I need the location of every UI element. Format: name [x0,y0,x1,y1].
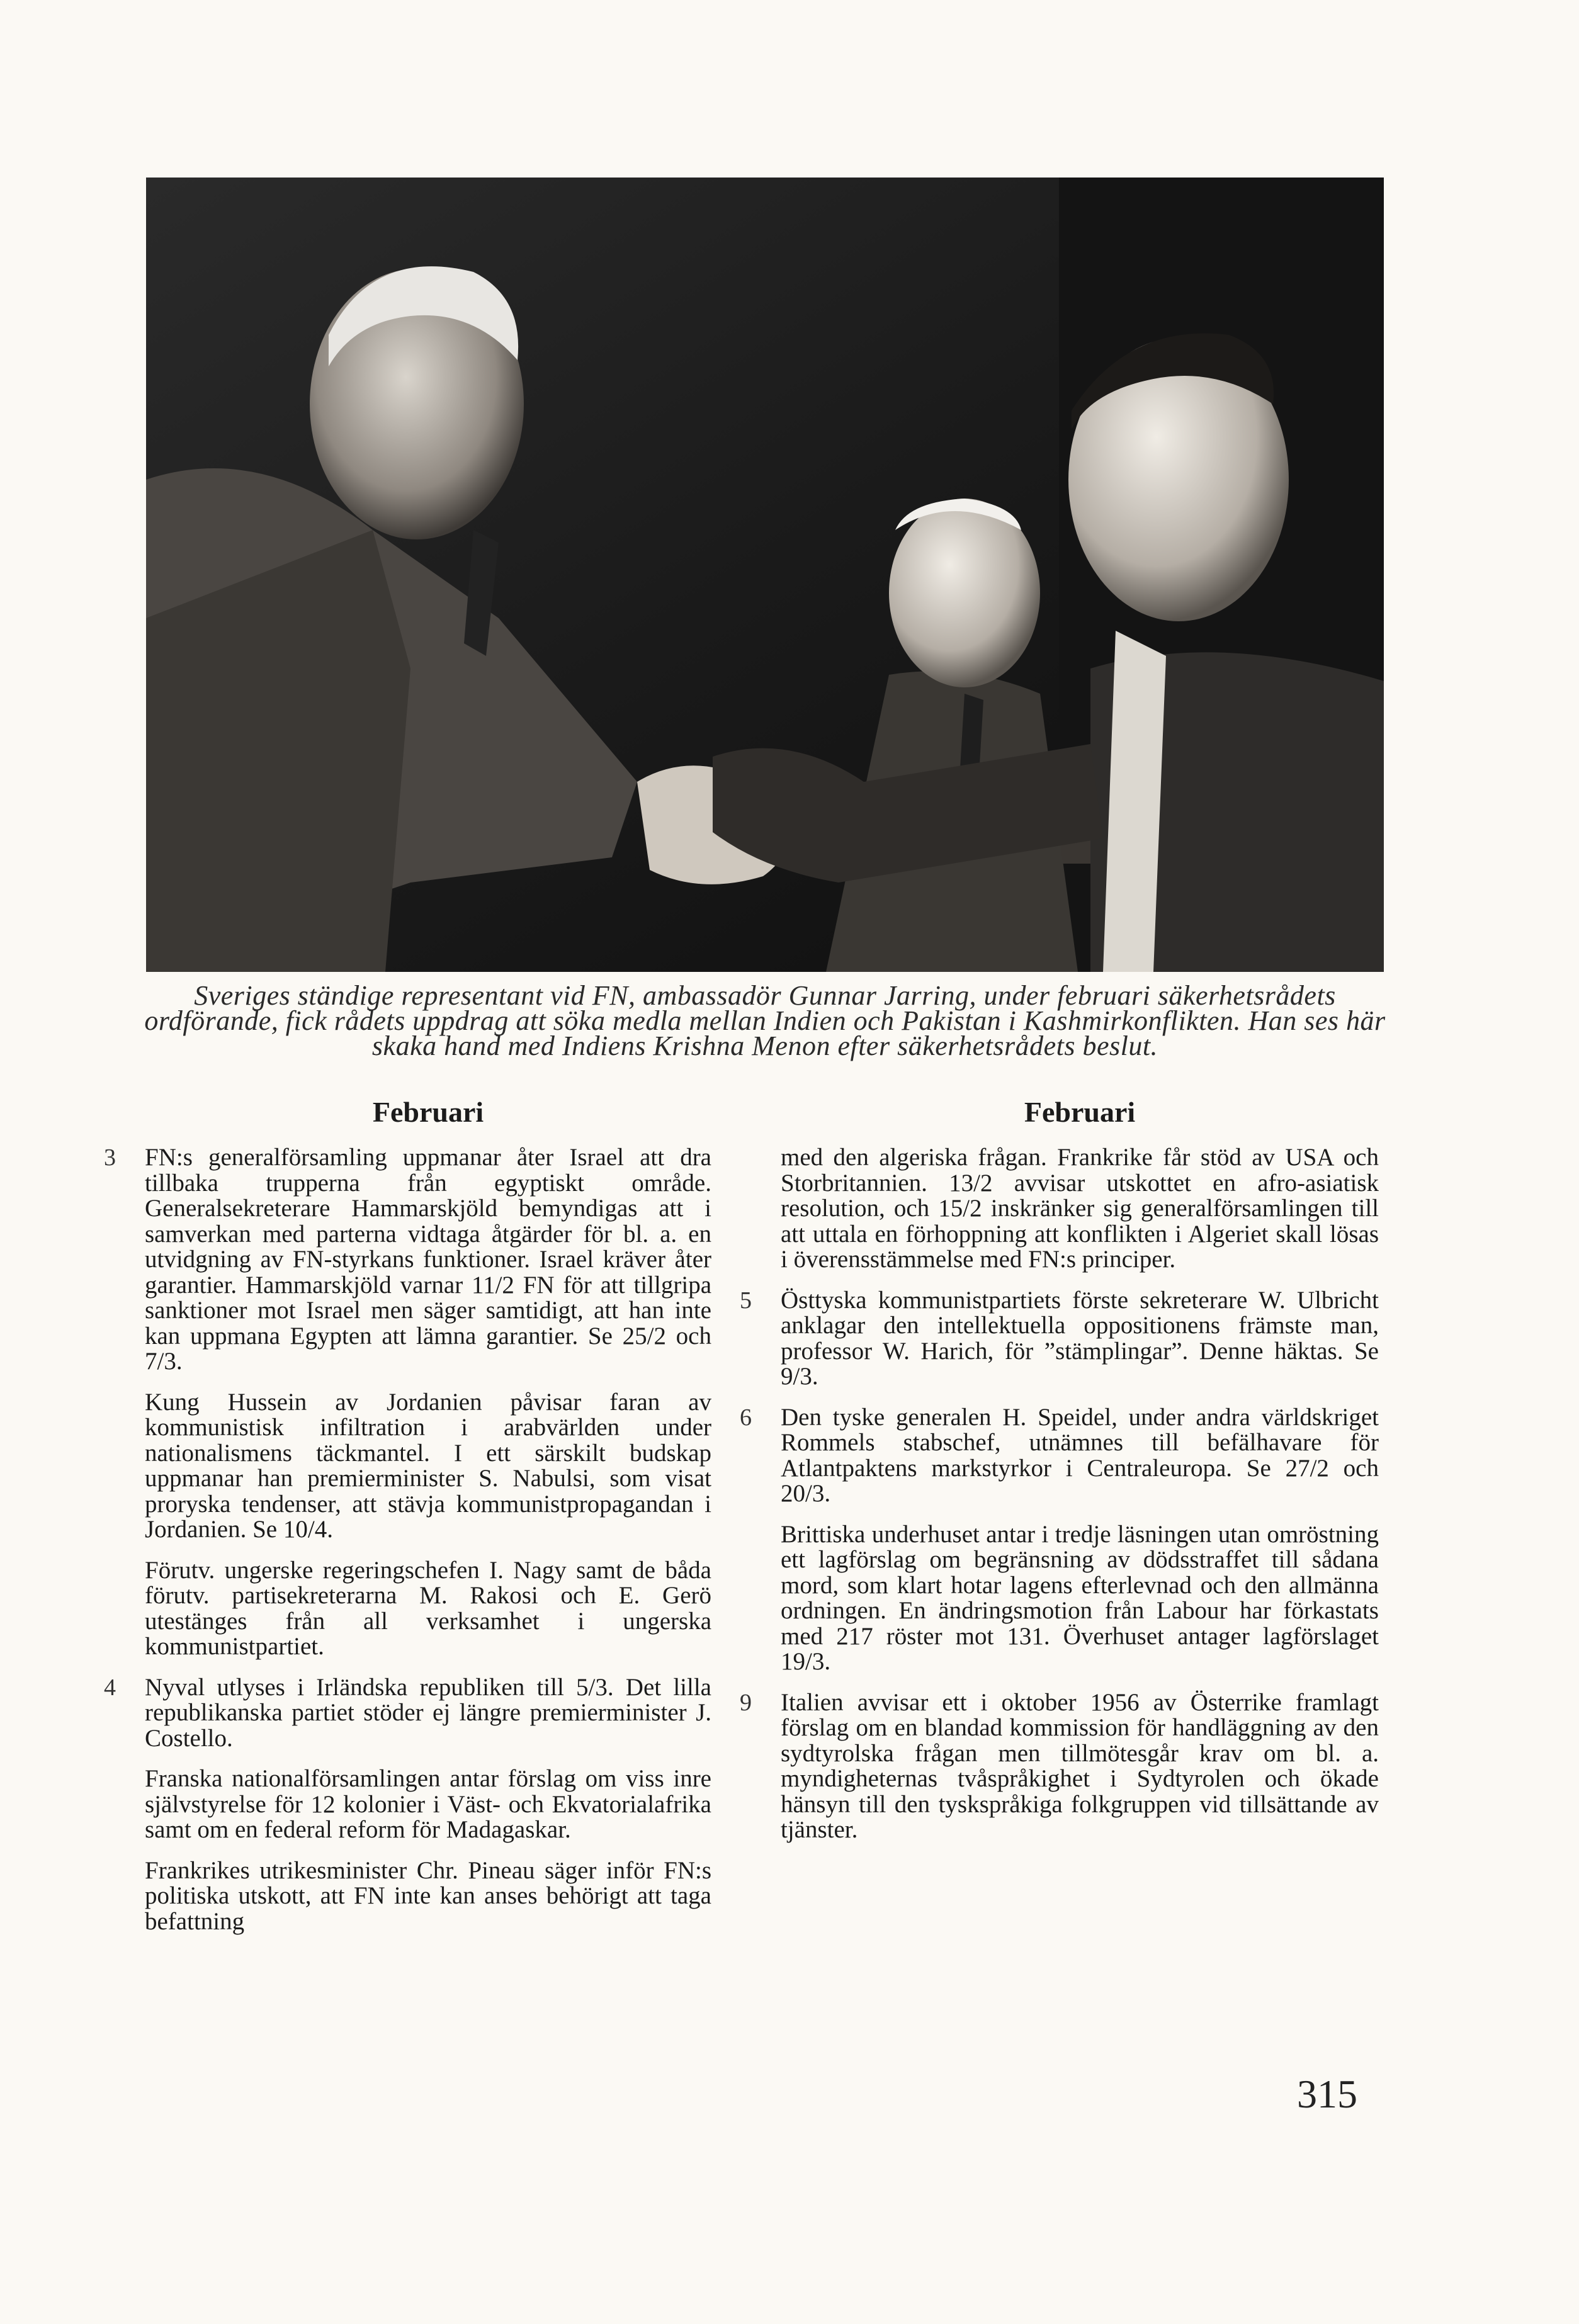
entry [104,1144,711,1375]
entry-text: Den tyske generalen H. Speidel, under andra världskriget Rommels stabschef, utnämnes till befälhavare för Atlantpaktens markstyrkor i Centraleuropa. Se 27/2 och 20/3. [781,1403,1379,1507]
entry [781,1522,1379,1675]
page-number: 315 [1297,2072,1357,2116]
entry-text: Förutv. ungerske regeringschefen I. Nagy samt de båda förutv. partisekreterarna M. Rakosi och E. Gerö utestänges från all verksamhet i ungerska kommunistpartiet. [145,1556,711,1660]
entry [145,1766,711,1843]
entry [145,1390,711,1543]
photo-caption: Sveriges ständige representant vid FN, ambassadör Gunnar Jarring, under februari säkerhetsrådets ordförande, fick rådets uppdrag att söka medla mellan Indien och Pakistan i Kashmirkonflikten. Han ses här skaka hand med Indiens Krishna Menon efter säkerhetsrådets beslut. [144,980,1386,1061]
right-column [740,1095,1379,1858]
entry-text: Frankrikes utrikesminister Chr. Pineau säger inför FN:s politiska utskott, att FN inte kan anses behörigt att taga befattning [145,1856,711,1935]
entry-text: med den algeriska frågan. Frankrike får stöd av USA och Storbritannien. 13/2 avvisar utskottet en afro-asiatisk resolution, och 15/2 inskränker sig generalförsamlingen till att uttala en förhoppning att konflikten i Algeriet skall lösas i överensstämmelse med FN:s principer. [781,1144,1379,1273]
day-number: 9 [740,1689,752,1716]
entry [104,1673,711,1752]
day-number: 5 [740,1287,752,1314]
entry [740,1688,1379,1843]
entry [740,1403,1379,1507]
entry [740,1286,1379,1390]
entry-text: Franska nationalförsamlingen antar förslag om viss inre självstyrelse för 12 kolonier i Väst- och Ekvatorialafrika samt om en federal reform för Madagaskar. [145,1765,711,1843]
entry-text: Östtyska kommunistpartiets förste sekreterare W. Ulbricht anklagar den intellektuella oppositionens främste man, professor W. Harich, för ”stämplingar”. Denne häktas. Se 9/3. [781,1286,1379,1390]
news-photo [146,178,1384,972]
entry-text: Nyval utlyses i Irländska republiken till 5/3. Det lilla republikanska partiet stöder ej längre premierminister J. Costello. [145,1673,711,1752]
left-column [104,1095,711,1949]
day-number: 6 [740,1404,752,1431]
handshake-photo-illustration [146,178,1384,972]
entry [781,1145,1379,1273]
day-number: 4 [104,1674,116,1701]
column-title: Februari [1024,1096,1136,1128]
entry [145,1558,711,1660]
entry-text: FN:s generalförsamling uppmanar åter Israel att dra tillbaka trupperna från egyptiskt område. Generalsekreterare Hammarskjöld bemyndigas att i samverkan med parterna vidtaga åtgärder för bl. a. en utvidgning av FN-styrkans funktioner. Israel kräver åter garantier. Hammarskjöld varnar 11/2 FN för att tillgripa sanktioner mot Israel men säger samtidigt, att han inte kan uppmana Egypten att lämna garantier. Se 25/2 och 7/3. [145,1144,711,1375]
entry [145,1858,711,1935]
entry-text: Kung Hussein av Jordanien påvisar faran av kommunistisk infiltration i arabvärlden under nationalismens täckmantel. I ett särskilt budskap uppmanar han premierminister S. Nabulsi, som visat proryska tendenser, att stävja kommunistpropagandan i Jordanien. Se 10/4. [145,1388,711,1543]
entry-text: Brittiska underhuset antar i tredje läsningen utan omröstning ett lagförslag om begränsning av dödsstraffet till sådana mord, som klart hotar lagens efterlevnad och den allmänna ordningen. En ändringsmotion från Labour har förkastats med 217 röster mot 131. Överhuset antager lagförslaget 19/3. [781,1520,1379,1675]
column-title: Februari [372,1096,484,1128]
day-number: 3 [104,1144,116,1171]
entry-text: Italien avvisar ett i oktober 1956 av Österrike framlagt förslag om en blandad kommission för handläggning av den sydtyrolska frågan men tillmötesgår krav om bl. a. myndigheternas tvåspråkighet i Sydtyrolen och ökade hänsyn till den tyskspråkiga folkgruppen vid tillsättande av tjänster. [781,1688,1379,1843]
